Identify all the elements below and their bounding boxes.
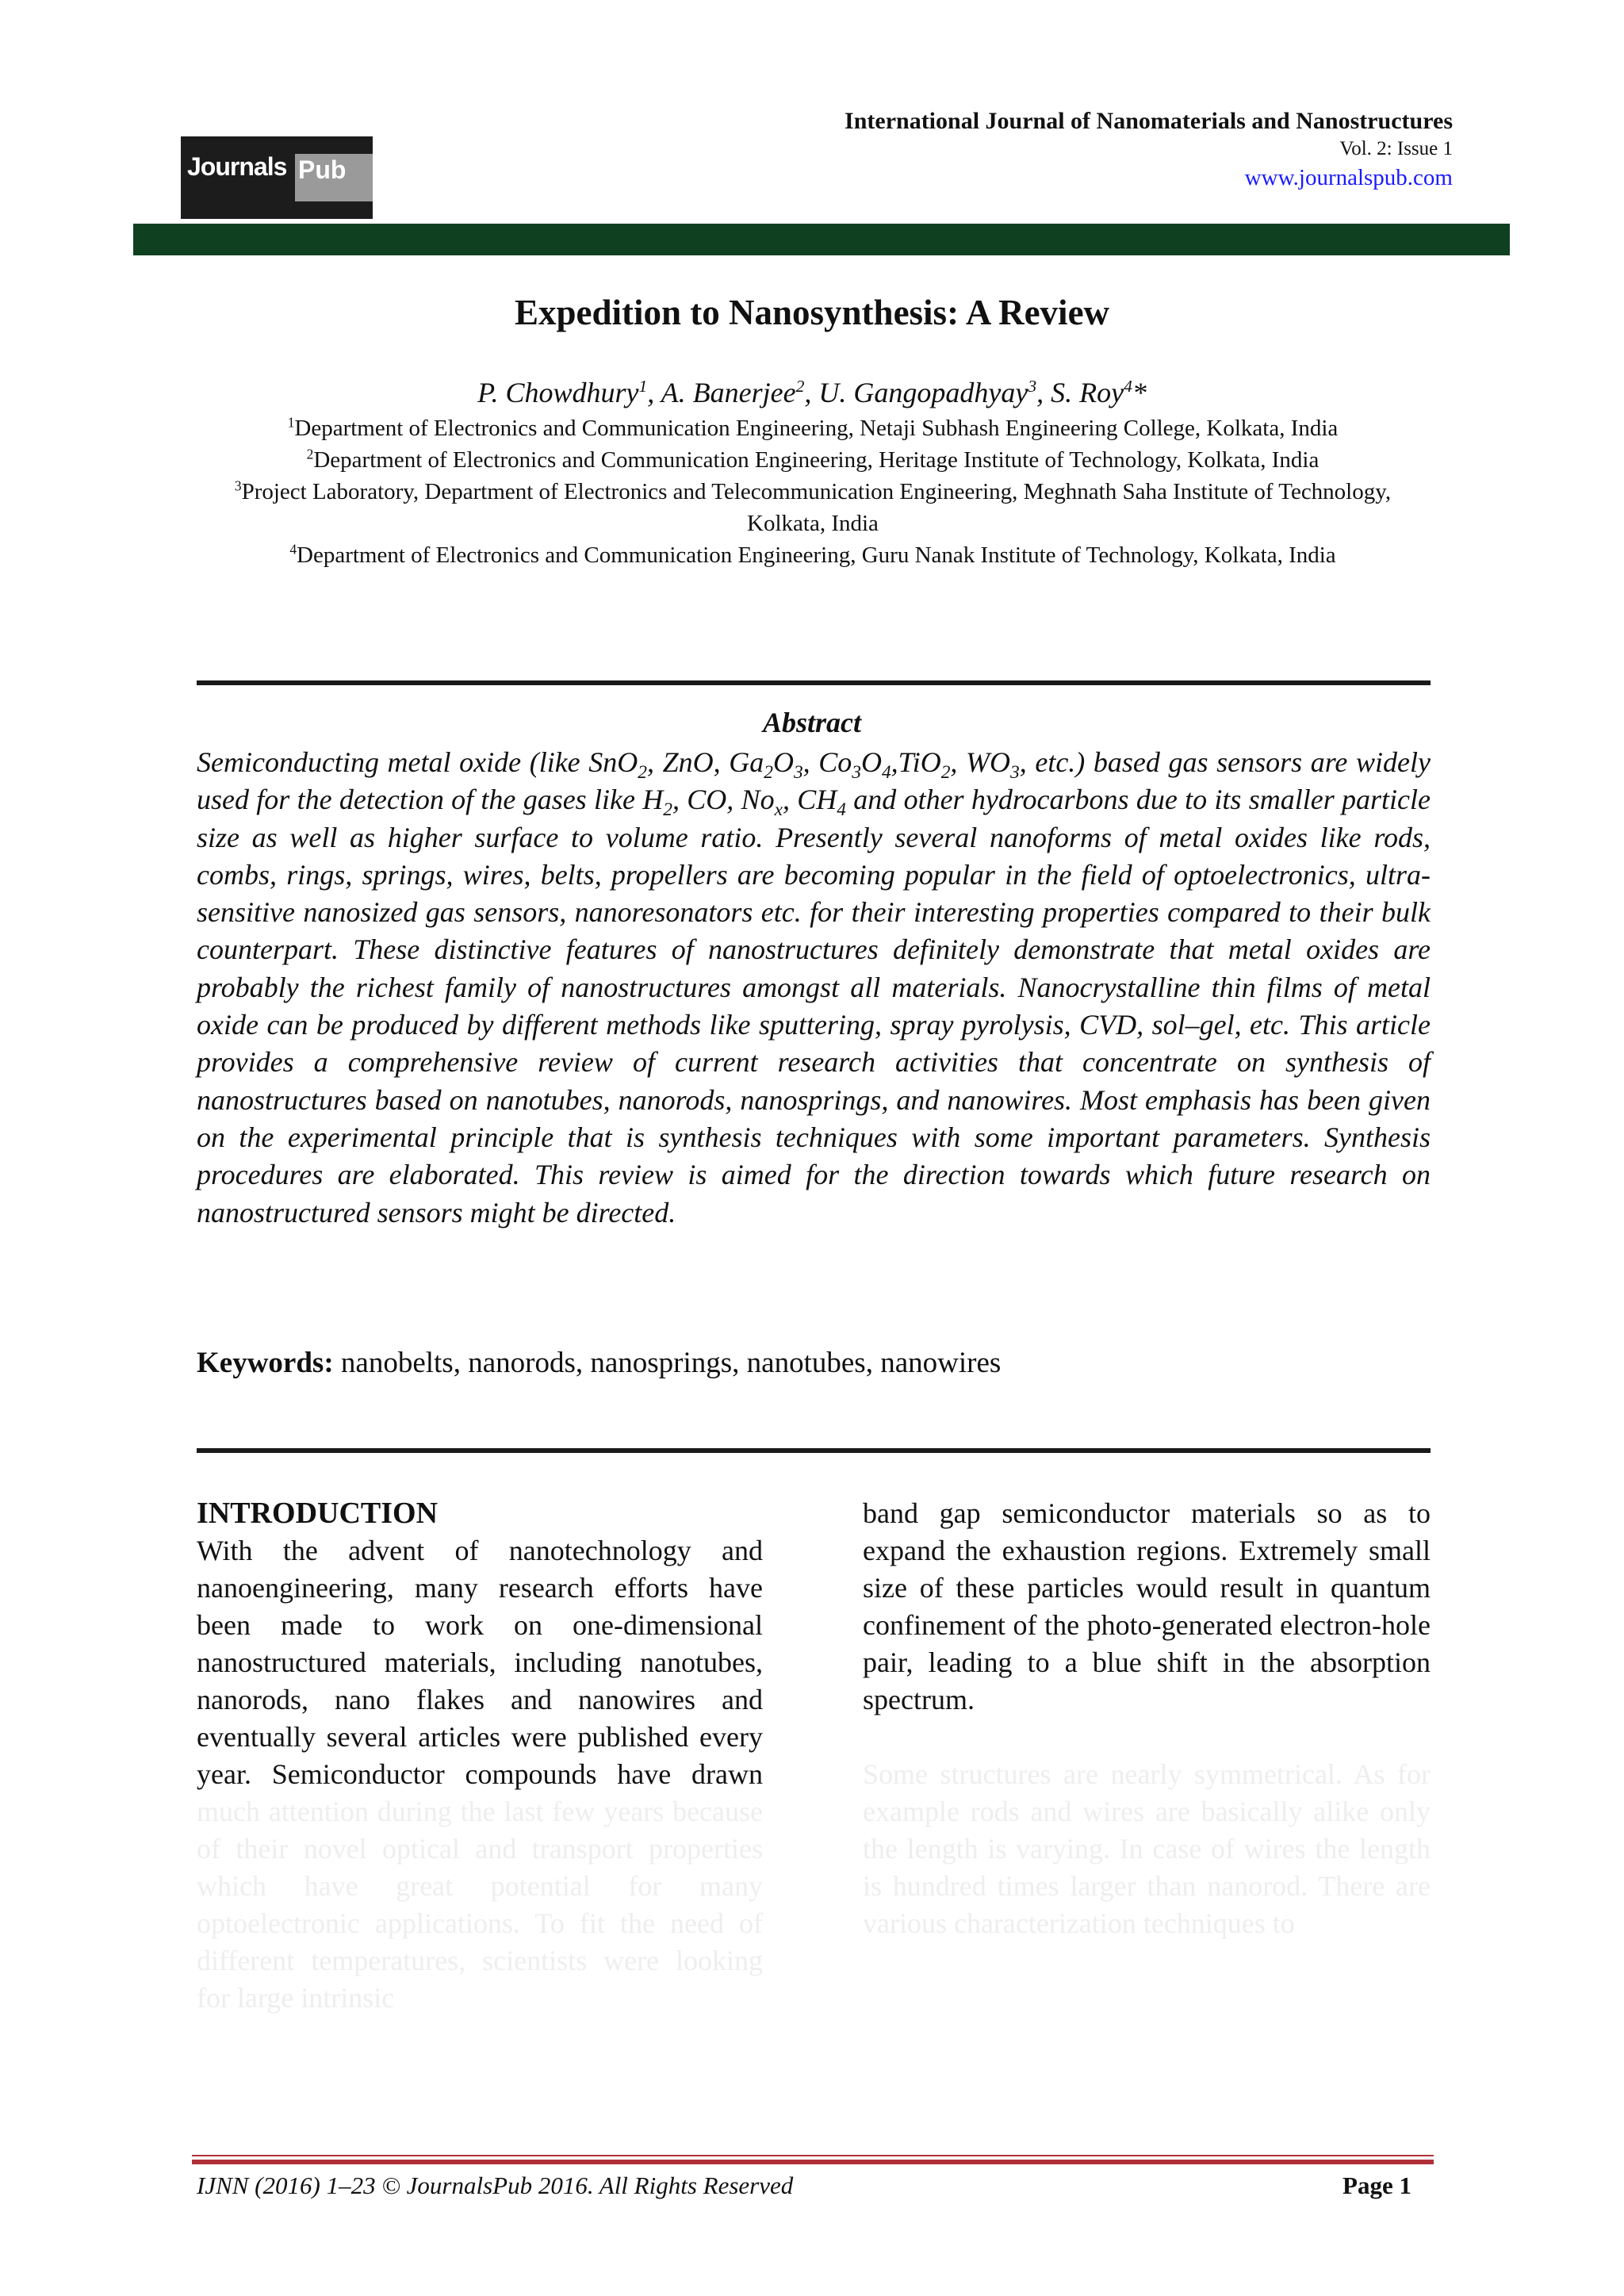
author-separator: , xyxy=(1036,377,1051,408)
author-name: P. Chowdhury xyxy=(477,377,639,408)
affiliation xyxy=(206,412,1419,444)
logo-text-pub: Pub xyxy=(298,155,347,184)
body-text: With the advent of nanotechnology and nanoengineering, many research efforts have been made to work on one-dimensional nanostructured materials, including nanotubes, nanorods, nano flakes and nanowires and eventually several articles were published every year. Semiconductor compounds have drawn xyxy=(197,1535,763,1790)
logo-text-journals: Journals xyxy=(187,152,287,181)
journal-website-link[interactable]: www.journalspub.com xyxy=(1244,165,1453,190)
author-affil-mark: 3 xyxy=(1028,377,1037,396)
affiliation xyxy=(206,476,1419,539)
author-affil-mark: 1 xyxy=(638,377,648,396)
volume-issue: Vol. 2: Issue 1 xyxy=(1339,138,1453,159)
journal-name: International Journal of Nanomaterials and Nanostructures xyxy=(845,108,1453,134)
affiliation-text: Department of Electronics and Communication Engineering, Netaji Subhash Engineering College, Kolkata, India xyxy=(294,416,1339,441)
author-separator: , xyxy=(804,377,819,408)
keywords-list: nanobelts, nanorods, nanosprings, nanotubes, nanowires xyxy=(333,1347,1002,1379)
page-number: Page 1 xyxy=(1342,2171,1411,2199)
affiliation-number: 4 xyxy=(289,541,297,558)
affiliation-number: 2 xyxy=(306,446,314,462)
corresponding-mark: * xyxy=(1132,377,1147,408)
body-text-faded: much attention during the last few years because of their novel optical and transport properties which have great potential for many optoelectronic applications. To fit the need of different temperatures, scientists were looking for large intrinsic xyxy=(197,1796,763,2014)
author-affil-mark: 4 xyxy=(1124,377,1132,396)
author-list xyxy=(0,376,1624,409)
section-divider xyxy=(197,680,1431,685)
body-paragraph: band gap semiconductor materials so as to expand the exhaustion regions. Extremely small size of these particles would result in quantum confinement of the photo-generated electron-hole pair, leading to a blue shift in the absorption spectrum. xyxy=(863,1497,1431,1715)
body-paragraph-faded: Some structures are nearly symmetrical. As for example rods and wires are basically alike only the length is varying. In case of wires the length is hundred times larger than nanorod. There are various characterization techniques to xyxy=(863,1758,1431,1939)
keywords-label: Keywords: xyxy=(197,1347,334,1379)
footer-rule xyxy=(192,2155,1434,2156)
author-name: U. Gangopadhyay xyxy=(818,377,1028,408)
author-separator: , xyxy=(647,377,661,408)
affiliation-list xyxy=(206,412,1419,571)
abstract-heading: Abstract xyxy=(762,707,861,738)
body-column-right xyxy=(863,1495,1431,1942)
affiliation-text: Project Laboratory, Department of Electronics and Telecommunication Engineering, Meghnath Saha Institute of Technology, Kolkata, India xyxy=(241,479,1392,536)
author-name: S. Roy xyxy=(1051,377,1124,408)
affiliation-number: 3 xyxy=(234,477,242,494)
affiliation-text: Department of Electronics and Communication Engineering, Heritage Institute of Technology, Kolkata, India xyxy=(313,447,1320,473)
section-divider xyxy=(197,1448,1431,1453)
header-bar xyxy=(133,224,1510,255)
author-name: A. Banerjee xyxy=(661,377,796,408)
abstract-text: Semiconducting metal oxide (like SnO$_2$, ZnO, $Ga_2O_3$, $Co_3O_4,TiO_2$, $WO_3$, etc.) based gas sensors are widely used for the detection of the gases like $H_2$, CO, $No_x$, $CH_4$ and other hydrocarbons due to its smaller particle size as well as higher surface to volume ratio. Presently several nanoforms of metal oxides like rods, combs, rings, springs, wires, belts, propellers are becoming popular in the field of optoelectronics, ultra-sensitive nanosized gas sensors, nanoresonators etc. for their interesting properties compared to their bulk counterpart. These distinctive features of nanostructures definitely demonstrate that metal oxides are probably the richest family of nanostructures amongst all materials. Nanocrystalline thin films of metal oxide can be produced by different methods like sputtering, spray pyrolysis, CVD, sol–gel, etc. This article provides a comprehensive review of current research activities that concentrate on synthesis of nanostructures based on nanotubes, nanorods, nanosprings, and nanowires. Most emphasis has been given on the experimental principle that is synthesis techniques with some important parameters. Synthesis procedures are elaborated. This review is aimed for the direction towards which future research on nanostructured sensors might be directed. xyxy=(197,746,1431,1228)
section-heading-introduction: INTRODUCTION xyxy=(197,1497,439,1530)
journal-logo xyxy=(181,136,373,219)
logo-badge xyxy=(295,154,373,201)
article-title: Expedition to Nanosynthesis: A Review xyxy=(514,293,1110,332)
author-affil-mark: 2 xyxy=(795,377,805,396)
footer-rule xyxy=(192,2160,1434,2164)
keywords xyxy=(197,1346,1001,1380)
affiliation xyxy=(206,444,1419,476)
affiliation-text: Department of Electronics and Communication Engineering, Guru Nanak Institute of Technology, Kolkata, India xyxy=(297,542,1336,568)
body-column-left xyxy=(197,1495,763,2017)
affiliation-number: 1 xyxy=(287,414,295,431)
affiliation xyxy=(206,539,1419,571)
footer-citation: IJNN (2016) 1–23 © JournalsPub 2016. All Rights Reserved xyxy=(197,2171,794,2199)
